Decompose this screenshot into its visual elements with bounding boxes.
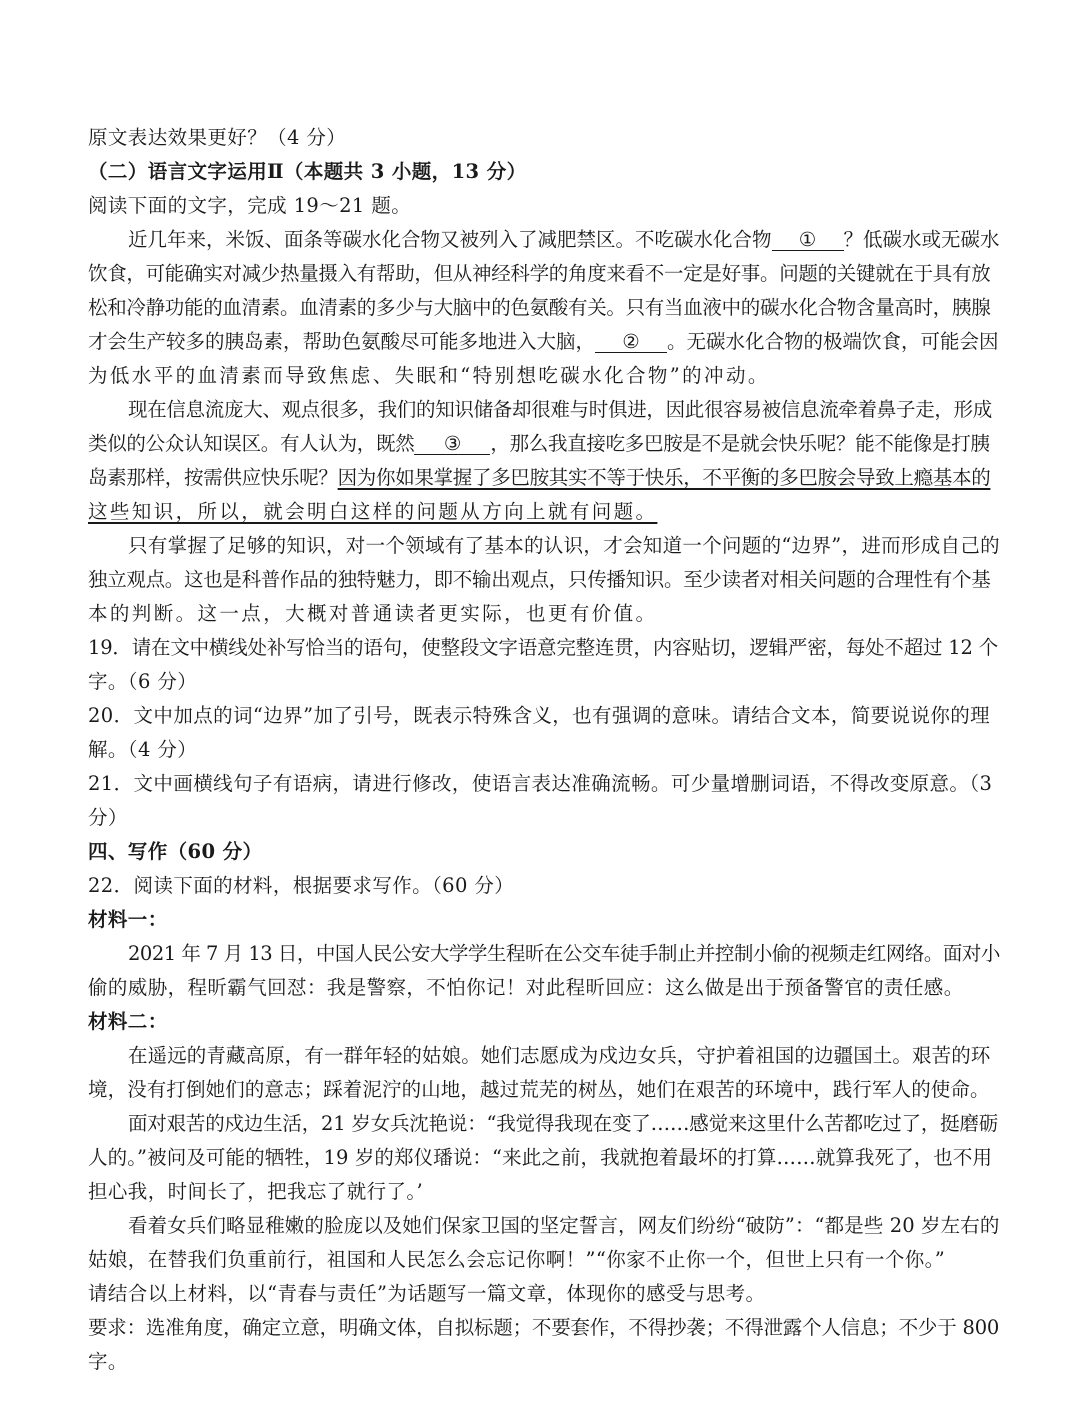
passage-line: 类似的公众认知误区。有人认为，既然 ③ ，那么我直接吃多巴胺是不是就会快乐呢？能不能像是打胰 (88, 432, 990, 455)
material-2-line: 人的。”被问及可能的牺牲，19 岁的郑仪璠说：“来此之前，我就抱着最坏的打算……就算我死了，也不用 (88, 1146, 993, 1169)
section-heading-writing: 四、写作（60 分） (88, 840, 263, 863)
writing-requirements-cont: 字。 (88, 1350, 128, 1373)
passage-line: 现在信息流庞大、观点很多，我们的知识储备却很难与时俱进，因此很容易被信息流牵着鼻子走，形成 (128, 398, 993, 421)
question-20: 20．文中加点的词“边界”加了引号，既表示特殊含义，也有强调的意味。请结合文本，简要说说你的理 (88, 704, 991, 727)
writing-requirements: 要求：选准角度，确定立意，明确文体，自拟标题；不要套作，不得抄袭；不得泄露个人信息；不少于 800 (88, 1316, 1000, 1339)
passage-line: 本的判断。这一点，大概对普通读者更实际，也更有价值。 (88, 602, 658, 625)
blank-2: ② (595, 332, 667, 353)
passage-line: 为低水平的血清素而导致焦虑、失眠和“特别想吃碳水化合物”的冲动。 (88, 364, 770, 387)
writing-prompt: 请结合以上材料，以“青春与责任”为话题写一篇文章，体现你的感受与思考。 (88, 1282, 766, 1305)
question-19: 19．请在文中横线处补写恰当的语句，使整段文字语意完整连贯，内容贴切，逻辑严密，每处不超过 12 个 (88, 636, 999, 659)
passage-line (88, 502, 657, 522)
material-2-line: 境，没有打倒她们的意志；踩着泥泞的山地，越过荒芜的树丛，她们在艰苦的环境中，践行军人的使命。 (88, 1078, 990, 1101)
blank-3: ③ (414, 434, 490, 455)
blank-1: ① (772, 230, 844, 251)
passage-line: 饮食，可能确实对减少热量摄入有帮助，但从神经科学的角度来看不一定是好事。问题的关键就在于具有放 (88, 262, 991, 285)
passage-line: 只有掌握了足够的知识，对一个领域有了基本的认识，才会知道一个问题的“边界”，进而形成自己的 (128, 534, 1000, 557)
material-2-line: 担心我，时间长了，把我忘了就行了。’ (88, 1180, 424, 1203)
question-20-cont: 解。（4 分） (88, 738, 198, 761)
section-heading-language-use: （二）语言文字运用Ⅱ（本题共 3 小题，13 分） (88, 160, 527, 183)
material-1-line: 2021 年 7 月 13 日，中国人民公安大学学生程昕在公交车徒手制止并控制小偷的视频走红网络。面对小 (128, 942, 1000, 965)
prev-question-tail: 原文表达效果更好？（4 分） (88, 126, 347, 149)
material-1-line: 偷的威胁，程昕霸气回怼：我是警察，不怕你记！对此程昕回应：这么做是出于预备警官的责任感。 (88, 976, 964, 999)
material-1-label: 材料一： (88, 908, 168, 931)
question-22: 22．阅读下面的材料，根据要求写作。（60 分） (88, 874, 515, 897)
material-2-line: 面对艰苦的戍边生活，21 岁女兵沈艳说：“我觉得我现在变了……感觉来这里什么苦都吃过了，挺磨砺 (128, 1112, 999, 1135)
passage-line: 近几年来，米饭、面条等碳水化合物又被列入了减肥禁区。不吃碳水化合物 ① ？低碳水或无碳水 (128, 228, 1000, 251)
underlined-sentence: 这些知识，所以，就会明白这样的问题从方向上就有问题。 (88, 500, 658, 523)
passage-line: 独立观点。这也是科普作品的独特魅力，即不输出观点，只传播知识。至少读者对相关问题的合理性有个基 (88, 568, 991, 591)
underlined-sentence: 因为你如果掌握了多巴胺其实不等于快乐，不平衡的多巴胺会导致上瘾基本的 (337, 466, 991, 489)
passage-line: 才会生产较多的胰岛素，帮助色氨酸尽可能多地进入大脑， ② 。无碳水化合物的极端饮食，可能会因 (88, 330, 999, 353)
material-2-label: 材料二： (88, 1010, 168, 1033)
material-2-line: 在遥远的青藏高原，有一群年轻的姑娘。她们志愿成为戍边女兵，守护着祖国的边疆国土。艰苦的环 (128, 1044, 991, 1067)
question-21-cont: 分） (88, 806, 128, 829)
question-21: 21．文中画横线句子有语病，请进行修改，使语言表达准确流畅。可少量增删词语，不得改变原意。（3 (88, 772, 993, 795)
passage-line: 岛素那样，按需供应快乐呢？因为你如果掌握了多巴胺其实不等于快乐，不平衡的多巴胺会导致上瘾基本的 (88, 466, 991, 489)
reading-instruction: 阅读下面的文字，完成 19～21 题。 (88, 194, 412, 217)
material-2-line: 姑娘，在替我们负重前行，祖国和人民怎么会忘记你啊！”“你家不止你一个，但世上只有一个你。” (88, 1248, 946, 1271)
question-19-cont: 字。（6 分） (88, 670, 198, 693)
passage-line: 松和冷静功能的血清素。血清素的多少与大脑中的色氨酸有关。只有当血液中的碳水化合物含量高时，胰腺 (88, 296, 991, 319)
material-2-line: 看着女兵们略显稚嫩的脸庞以及她们保家卫国的坚定誓言，网友们纷纷“破防”：“都是些 20 岁左右的 (128, 1214, 1000, 1237)
